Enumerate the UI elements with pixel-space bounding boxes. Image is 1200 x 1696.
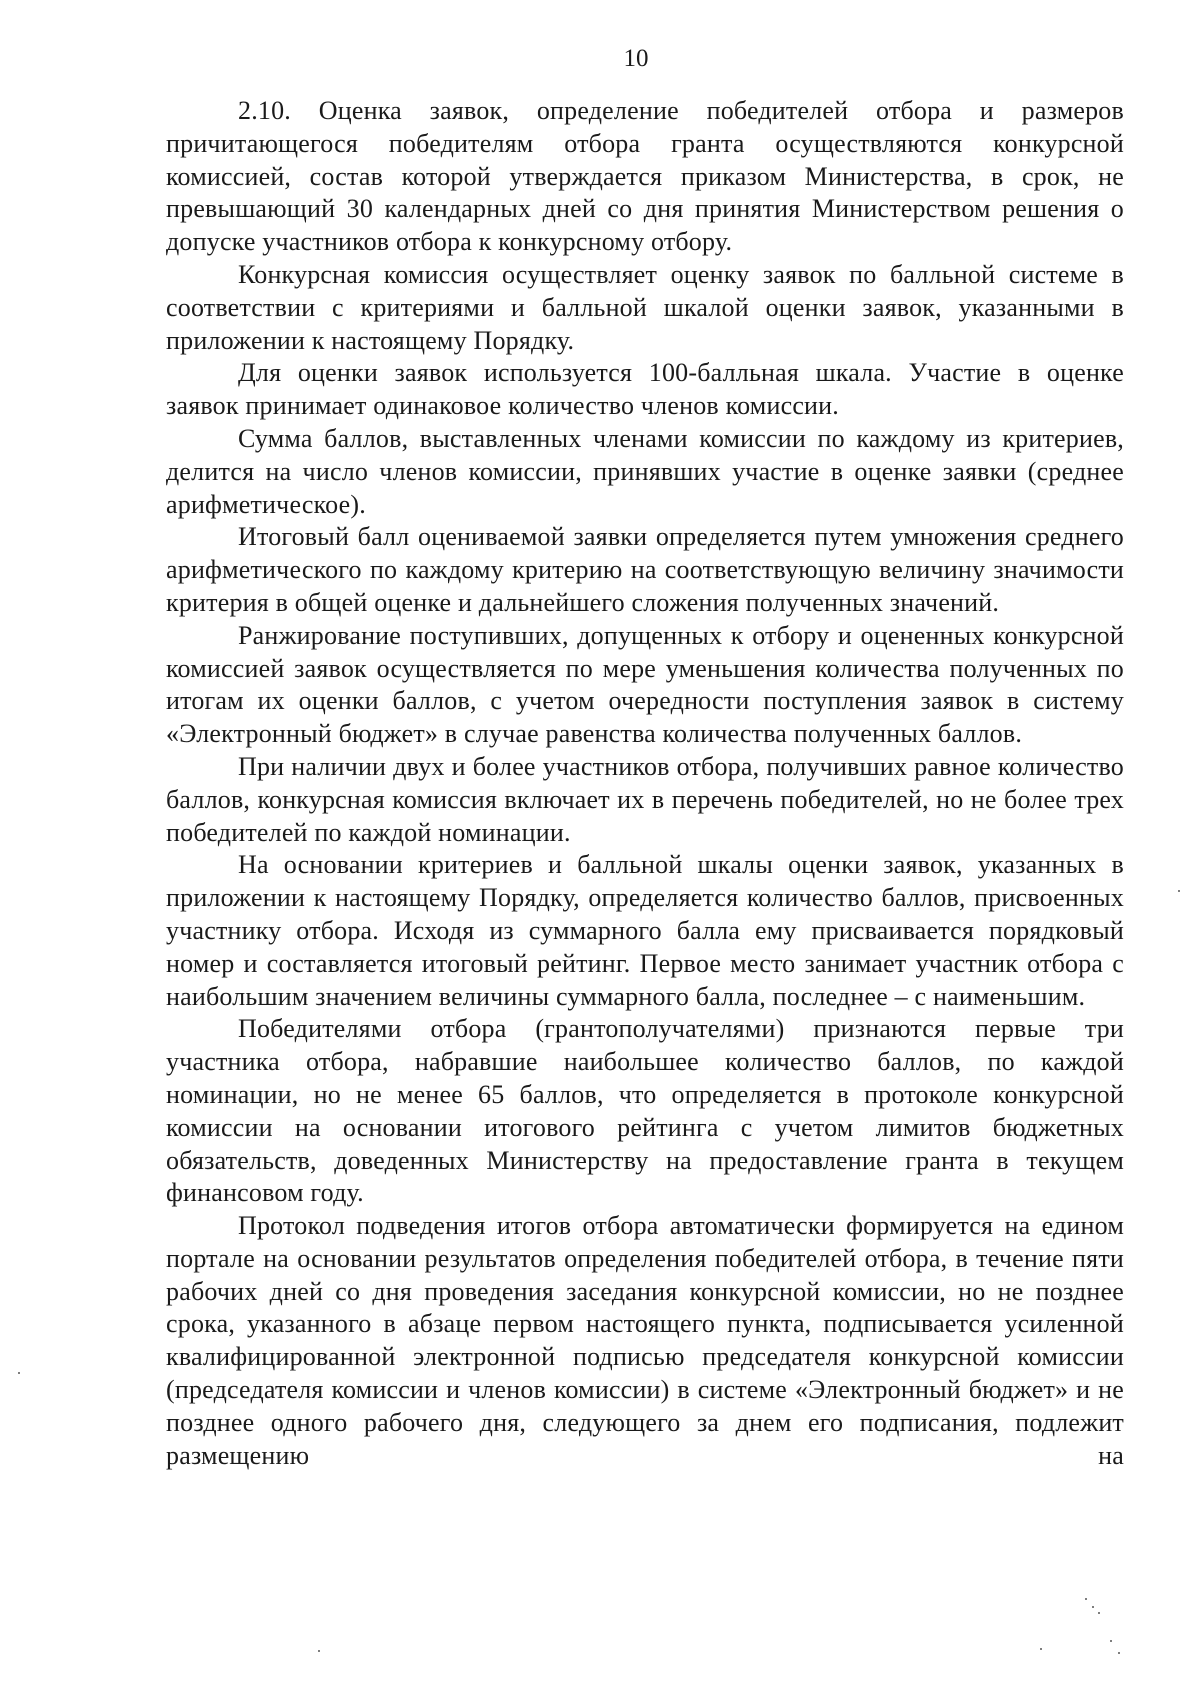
paragraph-2-10: 2.10. Оценка заявок, определение победителей отбора и размеров причитающегося победителям отбора гранта осуществляются конкурсной комиссией, состав которой утверждается приказом Министерства, в срок, не превышающий 30 календарных дней со дня принятия Министерством решения о допуске участников отбора к конкурсному отбору.	[166, 96, 1124, 257]
scan-speck	[1098, 1612, 1100, 1614]
scan-speck	[318, 1650, 320, 1652]
paragraph-winners: Победителями отбора (грантополучателями) признаются первые три участника отбора, набравшие наибольшее количество баллов, по каждой номинации, но не менее 65 баллов, что определяется в протоколе конкурсной комиссии на основании итогового рейтинга с учетом лимитов бюджетных обязательств, доведенных Министерству на предоставление гранта в текущем финансовом году.	[166, 1014, 1124, 1208]
paragraph-sum-of-points: Сумма баллов, выставленных членами комиссии по каждому из критериев, делится на число членов комиссии, принявших участие в оценке заявки (среднее арифметическое).	[166, 423, 1124, 519]
paragraph-equal-points: При наличии двух и более участников отбора, получивших равное количество баллов, конкурсная комиссия включает их в перечень победителей, но не более трех победителей по каждой номинации.	[166, 751, 1124, 847]
document-body	[166, 95, 1124, 1472]
scan-speck	[1110, 1640, 1112, 1642]
scan-speck	[18, 1372, 20, 1374]
scan-speck	[1092, 1606, 1094, 1608]
paragraph-100-point-scale: Для оценки заявок используется 100-балльная шкала. Участие в оценке заявок принимает одинаковое количество членов комиссии.	[166, 358, 1124, 421]
scan-speck	[1085, 1598, 1087, 1600]
page-number: 10	[623, 45, 649, 72]
scan-speck	[1118, 1652, 1120, 1654]
paragraph-scoring-system: Конкурсная комиссия осуществляет оценку заявок по балльной системе в соответствии с критериями и балльной шкалой оценки заявок, указанными в приложении к настоящему Порядку.	[166, 259, 1124, 355]
scan-speck	[1178, 890, 1180, 892]
scan-speck	[1040, 1648, 1042, 1650]
paragraph-protocol: Протокол подведения итогов отбора автоматически формируется на едином портале на основании результатов определения победителей отбора, в течение пяти рабочих дней со дня проведения заседания конкурсной комиссии, но не позднее срока, указанного в абзаце первом настоящего пункта, подписывается усиленной квалифицированной электронной подписью председателя конкурсной комиссии (председателя комиссии и членов комиссии) в системе «Электронный бюджет» и не позднее одного рабочего дня, следующего за днем его подписания, подлежит размещению на	[166, 1211, 1124, 1470]
paragraph-final-score: Итоговый балл оцениваемой заявки определяется путем умножения среднего арифметического по каждому критерию на соответствующую величину значимости критерия в общей оценке и дальнейшего сложения полученных значений.	[166, 522, 1124, 617]
paragraph-ranking: Ранжирование поступивших, допущенных к отбору и оцененных конкурсной комиссией заявок осуществляется по мере уменьшения количества полученных по итогам их оценки баллов, с учетом очередности поступления заявок в систему «Электронный бюджет» в случае равенства количества полученных баллов.	[166, 620, 1124, 749]
paragraph-rating: На основании критериев и балльной шкалы оценки заявок, указанных в приложении к настоящему Порядку, определяется количество баллов, присвоенных участнику отбора. Исходя из суммарного балла ему присваивается порядковый номер и составляется итоговый рейтинг. Первое место занимает участник отбора с наибольшим значением величины суммарного балла, последнее – с наименьшим.	[166, 850, 1124, 1011]
